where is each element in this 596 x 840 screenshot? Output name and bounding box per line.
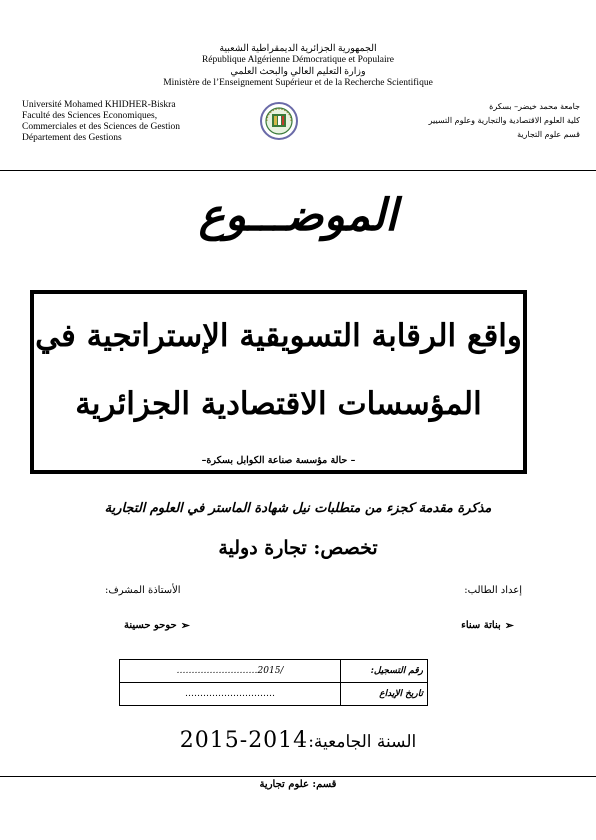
university-fr-block xyxy=(22,100,180,144)
department-ar: قسم علوم التجارية xyxy=(517,130,580,139)
footer-department: قسم: علوم تجارية xyxy=(259,779,337,790)
subject-heading: الموضـــوع xyxy=(198,190,398,241)
academic-year-label: السنة الجامعية: xyxy=(308,732,417,752)
thesis-title-line2: المؤسسات الاقتصادية الجزائرية xyxy=(75,386,482,422)
student-name-row xyxy=(461,619,514,632)
university-name-ar: جامعة محمد خيضر– بسكرة xyxy=(489,102,580,111)
faculty-fr-line2: Commerciales et des Sciences de Gestion xyxy=(22,122,181,132)
registration-value: ………………………2015/ xyxy=(120,660,341,683)
thesis-title-line1: واقع الرقابة التسويقية الإستراتجية في xyxy=(35,318,522,354)
supervisor-label: الأستاذة المشرف: xyxy=(105,585,181,596)
specialty: تخصص: تجارة دولية xyxy=(218,537,378,559)
supervisor-name: حوحو حسينة xyxy=(124,620,177,631)
university-ar-block xyxy=(410,100,580,142)
faculty-fr-line1: Faculté des Sciences Economiques, xyxy=(22,111,158,121)
faculty-ar: كلية العلوم الاقتصادية والتجارية وعلوم التسيير xyxy=(428,116,580,125)
arrow-bullet-icon: ➢ xyxy=(180,619,190,632)
deposit-label: تاريخ الإيداع xyxy=(341,683,428,706)
registration-table xyxy=(119,659,428,706)
department-fr: Département des Gestions xyxy=(22,133,122,143)
university-seal-icon xyxy=(259,101,299,141)
registration-label: رقم التسجيل: xyxy=(341,660,428,683)
academic-year-value: 2015-2014 xyxy=(179,728,309,753)
arrow-bullet-icon: ➢ xyxy=(504,619,514,632)
academic-year xyxy=(0,728,596,753)
ministry-fr: Ministère de l’Enseignement Supérieur et de la Recherche Scientifique xyxy=(163,78,433,88)
supervisor-name-row xyxy=(124,619,190,632)
case-study: – حالة مؤسسة صناعة الكوابل بسكرة– xyxy=(201,455,356,466)
top-divider xyxy=(0,170,596,171)
memo-line: مذكرة مقدمة كجزء من متطلبات نيل شهادة الماستر في العلوم التجارية xyxy=(104,501,492,516)
republic-ar: الجمهورية الجزائرية الديمقراطية الشعبية xyxy=(219,44,377,54)
ministry-ar: وزارة التعليم العالي والبحث العلمي xyxy=(230,67,366,77)
student-name: بناتة سناء xyxy=(461,620,501,631)
university-name-fr: Université Mohamed KHIDHER-Biskra xyxy=(22,100,176,110)
deposit-value: ………………………… xyxy=(120,683,341,706)
student-label: إعداد الطالب: xyxy=(464,585,522,596)
republic-fr: République Algérienne Démocratique et Populaire xyxy=(201,55,395,65)
bottom-divider xyxy=(0,776,596,777)
